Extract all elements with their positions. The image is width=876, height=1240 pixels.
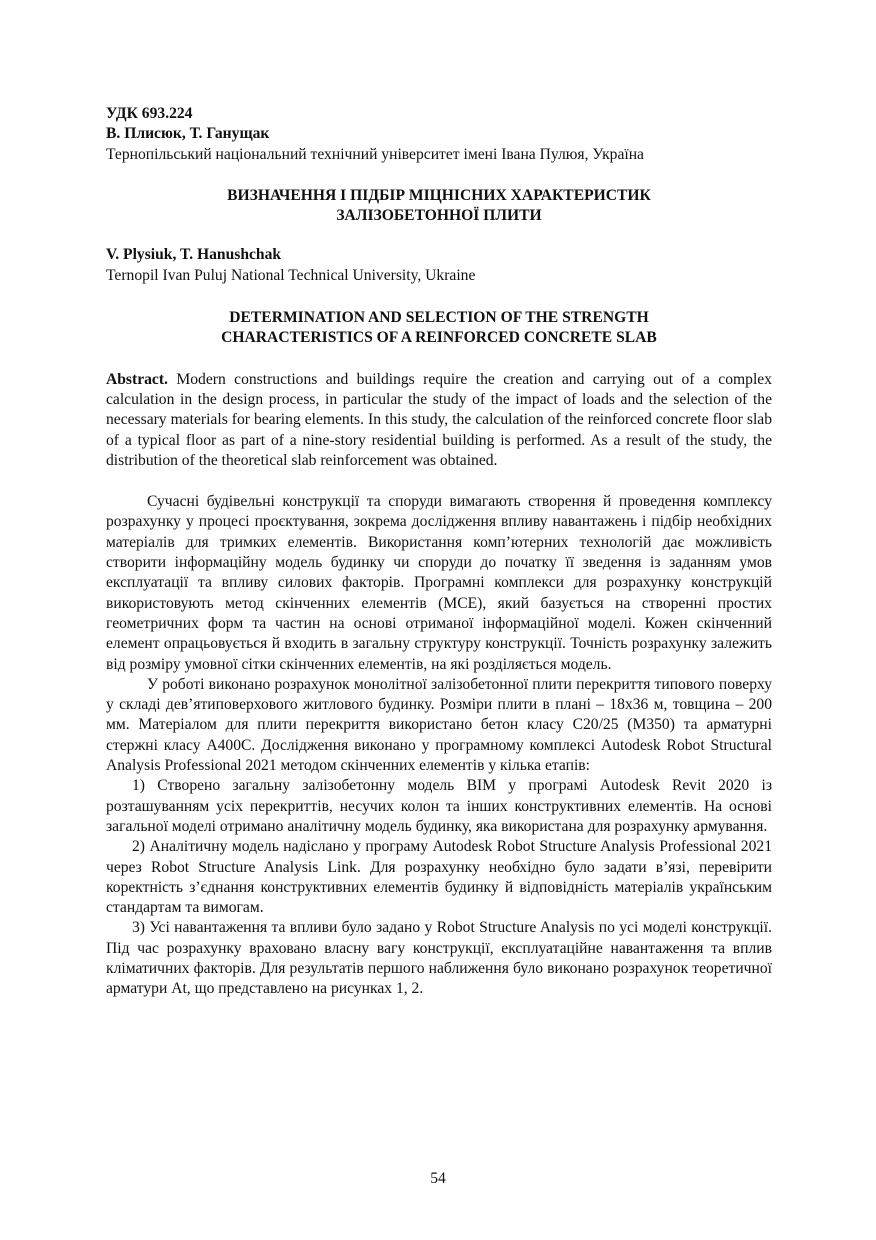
affiliation-ua: Тернопільський національний технічний університет імені Івана Пулюя, Україна xyxy=(106,145,644,163)
list-item-1: 1) Створено загальну залізобетонну модель BIM у програмі Autodesk Revit 2020 із розташуванням усіх перекриттів, несучих колон та інших конструктивних елементів. На основі загальної моделі отримано аналітичну модель будинку, яка використана для розрахунку армування. xyxy=(106,777,772,835)
page-number: 54 xyxy=(430,1170,446,1187)
abstract-text: Modern constructions and buildings require the creation and carrying out of a complex calculation in the design process, in particular the study of the impact of loads and the selection of the necessary materials for bearing elements. In this study, the calculation of the reinforced concrete floor slab of a typical floor as part of a nine-story residential building is performed. As a result of the study, the distribution of the theoretical slab reinforcement was obtained. xyxy=(106,370,772,469)
authors-en: V. Plysiuk, T. Hanushchak xyxy=(106,246,282,264)
udk-code: УДК 693.224 xyxy=(106,105,193,122)
abstract-label: Abstract. xyxy=(106,370,168,388)
title-ua-line-1: ВИЗНАЧЕННЯ І ПІДБІР МІЦНІСНИХ ХАРАКТЕРИСТИК xyxy=(227,186,651,204)
body-text xyxy=(106,492,772,999)
title-en xyxy=(106,308,772,349)
authors-ua: В. Плисюк, Т. Ганущак xyxy=(106,125,270,143)
affiliation-en: Ternopil Ivan Puluj National Technical University, Ukraine xyxy=(106,266,476,284)
title-ua xyxy=(106,186,772,227)
page-content xyxy=(106,104,772,1000)
list-item-3: 3) Усі навантаження та впливи було задано у Robot Structure Analysis по усі моделі конструкції. Під час розрахунку враховано власну вагу конструкції, експлуатаційне навантаження та вплив кліматичних факторів. Для результатів першого наближення було виконано розрахунок теоретичної арматури At, що представлено на рисунках 1, 2. xyxy=(106,919,772,998)
body-paragraph-2: У роботі виконано розрахунок монолітної залізобетонної плити перекриття типового поверху у складі дев’ятиповерхового житлового будинку. Розміри плити в плані – 18х36 м, товщина – 200 мм. Матеріалом для плити перекриття використано бетон класу С20/25 (М350) та арматурні стержні класу А400С. Дослідження виконано у програмному комплексі Autodesk Robot Structural Analysis Professional 2021 методом скінченних елементів у кілька етапів: xyxy=(106,675,772,775)
title-en-line-1: DETERMINATION AND SELECTION OF THE STRENGTH xyxy=(229,309,649,327)
english-header xyxy=(106,245,772,286)
abstract-paragraph xyxy=(106,370,772,471)
body-paragraph-1: Сучасні будівельні конструкції та споруди вимагають створення й проведення комплексу розрахунку у процесі проєктування, зокрема дослідження впливу навантажень і підбір необхідних матеріалів для тримких елементів. Використання комп’ютерних технологій дає можливість створити інформаційну модель будинку чи споруди до початку її зведення із заданням умов експлуатації та впливу силових факторів. Програмні комплекси для розрахунку конструкцій використовують метод скінченних елементів (МСЕ), який базується на створенні простих геометричних форм та частин на основі отриманої інформаційної моделі. Кожен скінченний елемент опрацьовується й входить в загальну структуру конструкції. Точність розрахунку залежить від розміру умовної сітки скінченних елементів, на які розділяється модель. xyxy=(106,493,772,673)
title-en-line-2: CHARACTERISTICS OF A REINFORCED CONCRETE SLAB xyxy=(221,329,657,347)
list-item-2: 2) Аналітичну модель надіслано у програму Autodesk Robot Structure Analysis Professional 2021 через Robot Structure Analysis Link. Для розрахунку необхідно було задати в’язі, перевірити коректність з’єднання конструктивних елементів будинку й відповідність матеріалів українським стандартам та вимогам. xyxy=(106,838,772,917)
title-ua-line-2: ЗАЛІЗОБЕТОННОЇ ПЛИТИ xyxy=(336,207,542,225)
